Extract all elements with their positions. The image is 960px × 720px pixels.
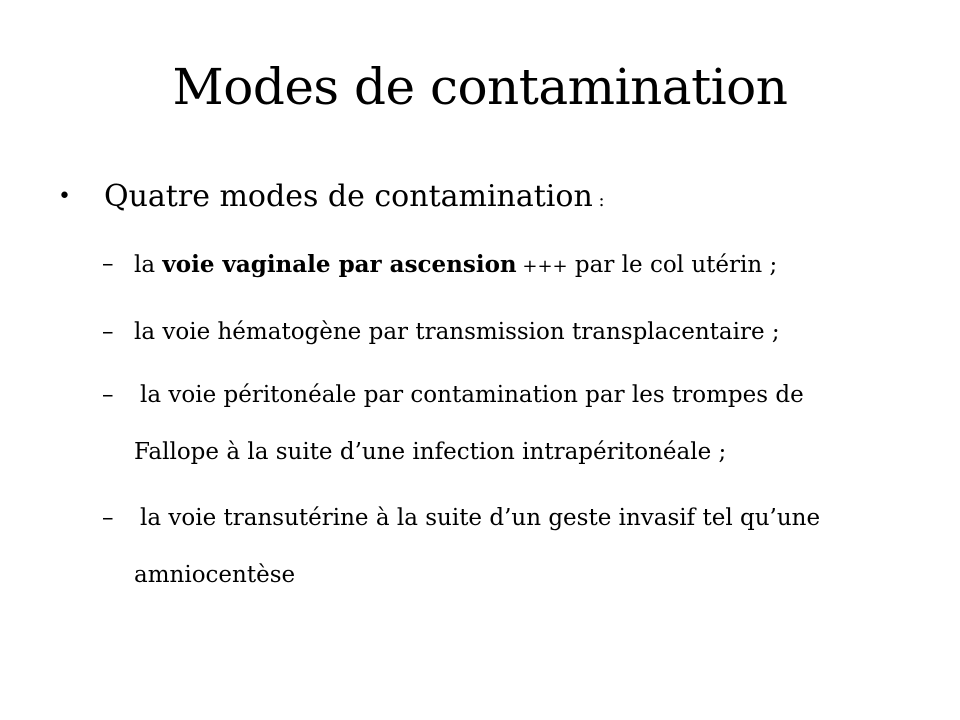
sub-item-line1: la voie transutérine à la suite d’un geste invasif tel qu’une bbox=[140, 505, 821, 531]
bullet-dot-icon: • bbox=[58, 184, 71, 209]
sub-item-suffix: par le col utérin ; bbox=[567, 252, 778, 278]
sub-item-peritoneale bbox=[102, 367, 922, 481]
sub-item-prefix: la bbox=[134, 252, 163, 278]
slide-title: Modes de contamination bbox=[172, 58, 788, 116]
sub-item-text: la voie hématogène par transmission transplacentaire ; bbox=[134, 319, 780, 345]
dash-icon: – bbox=[102, 319, 114, 345]
dash-icon: – bbox=[102, 251, 114, 277]
sub-item-line1: la voie péritonéale par contamination par les trompes de bbox=[140, 382, 804, 408]
main-bullet-label: Quatre modes de contamination bbox=[104, 179, 593, 214]
sub-item-transuterine bbox=[102, 490, 922, 604]
sub-item-marker: +++ bbox=[516, 256, 568, 277]
main-bullet bbox=[58, 172, 918, 222]
sub-item-vaginale bbox=[102, 236, 922, 295]
sub-item-text bbox=[134, 236, 922, 295]
dash-icon: – bbox=[102, 382, 114, 408]
sub-item-line2: Fallope à la suite d’une infection intrapéritonéale ; bbox=[134, 439, 727, 465]
sub-item-hematogene bbox=[102, 304, 922, 361]
main-bullet-text bbox=[104, 172, 605, 226]
sub-item-line2: amniocentèse bbox=[134, 562, 296, 588]
sub-item-emphasis: voie vaginale par ascension bbox=[162, 251, 517, 278]
dash-icon: – bbox=[102, 505, 114, 531]
main-bullet-colon: : bbox=[592, 190, 605, 211]
